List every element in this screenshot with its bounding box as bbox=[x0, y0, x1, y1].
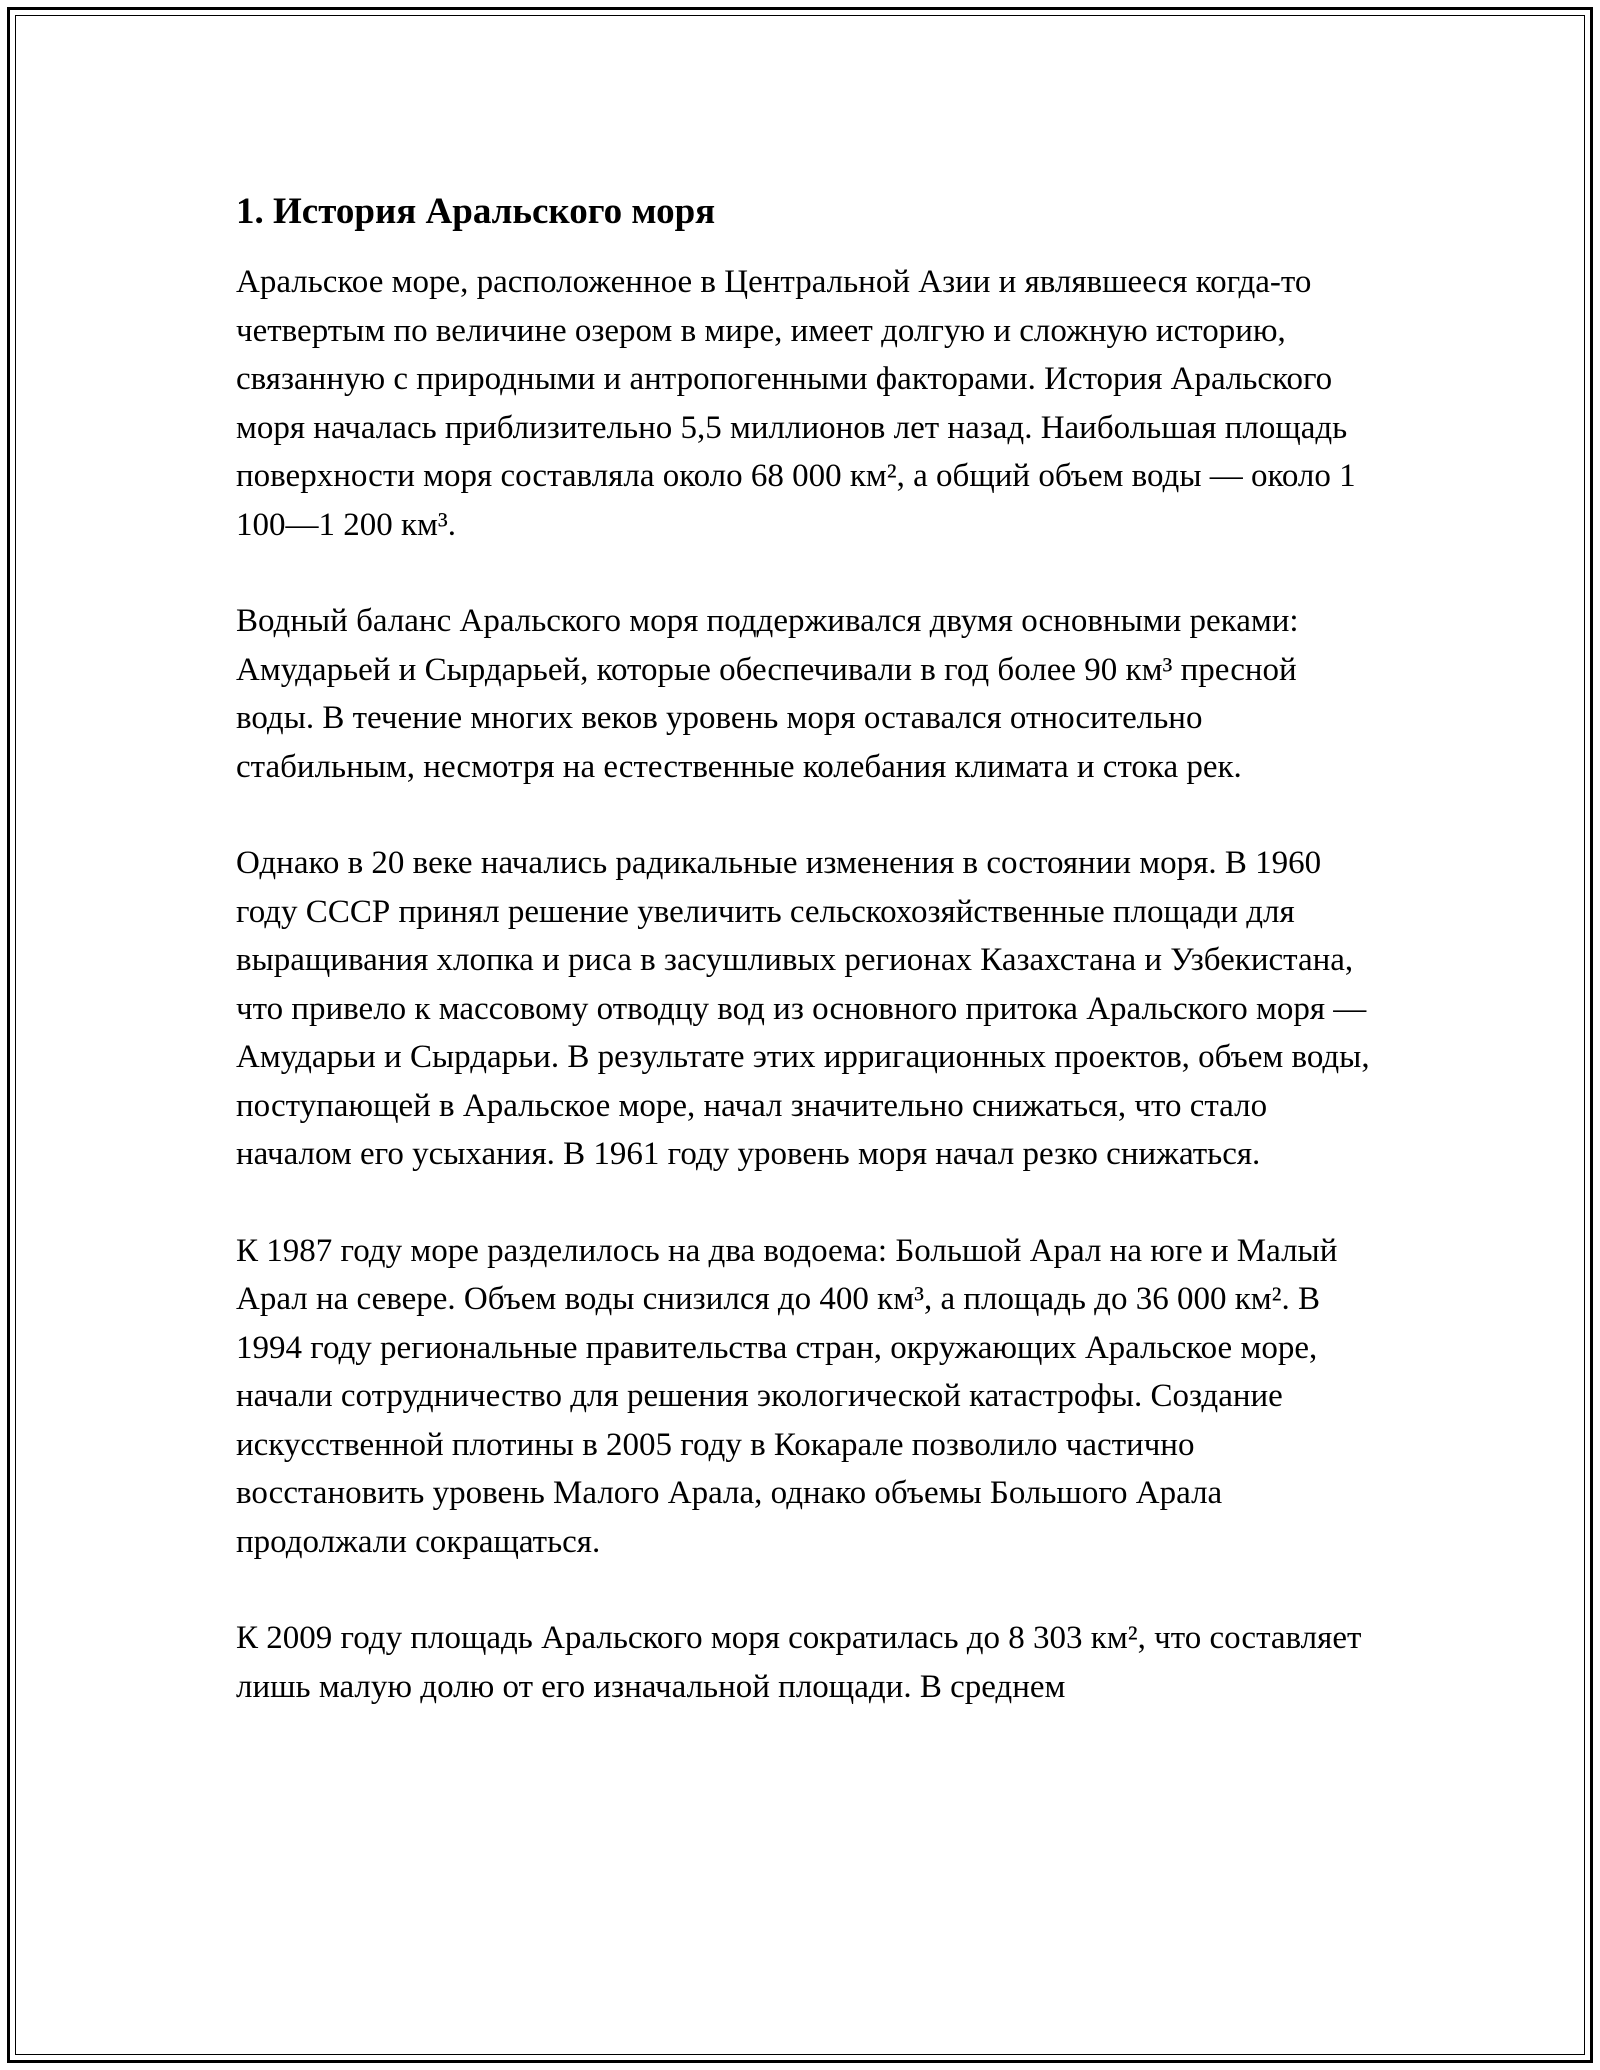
section-heading: 1. История Аральского моря bbox=[236, 191, 716, 232]
document-body bbox=[236, 178, 1376, 1759]
paragraph-2: Водный баланс Аральского моря поддерживался двумя основными реками: Амударьей и Сырдарьей, которые обеспечивали в год более 90 км³ пресной воды. В течение многих веков уровень моря оставался относительно стабильным, несмотря на естественные колебания климата и стока рек. bbox=[236, 603, 1299, 785]
paragraph-1: Аральское море, расположенное в Центральной Азии и являвшееся когда-то четвертым по величине озером в мире, имеет долгую и сложную историю, связанную с природными и антропогенными факторами. История Аральского моря началась приблизительно 5,5 миллионов лет назад. Наибольшая площадь поверхности моря составляла около 68 000 км², а общий объем воды — около 1 100—1 200 км³. bbox=[236, 264, 1356, 543]
paragraph-4: К 1987 году море разделилось на два водоема: Большой Арал на юге и Малый Арал на севере. Объем воды снизился до 400 км³, а площадь до 36 000 км². В 1994 году региональные правительства стран, окружающих Аральское море, начали сотрудничество для решения экологической катастрофы. Создание искусственной плотины в 2005 году в Кокарале позволило частично восстановить уровень Малого Арала, однако объемы Большого Арала продолжали сокращаться. bbox=[236, 1232, 1338, 1560]
paragraph-5: К 2009 году площадь Аральского моря сократилась до 8 303 км², что составляет лишь малую долю от его изначальной площади. В среднем bbox=[236, 1620, 1362, 1705]
paragraph-3: Однако в 20 веке начались радикальные изменения в состоянии моря. В 1960 году СССР принял решение увеличить сельскохозяйственные площади для выращивания хлопка и риса в засушливых регионах Казахстана и Узбекистана, что привело к массовому отводцу вод из основного притока Аральского моря — Амударьи и Сырдарьи. В результате этих ирригационных проектов, объем воды, поступающей в Аральское море, начал значительно снижаться, что стало началом его усыхания. В 1961 году уровень моря начал резко снижаться. bbox=[236, 845, 1370, 1172]
